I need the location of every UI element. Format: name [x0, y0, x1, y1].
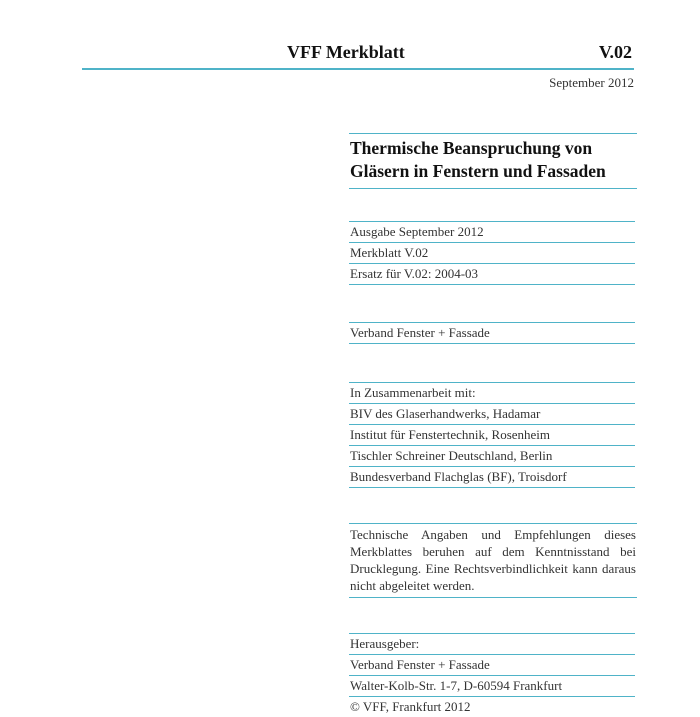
- title-block: [349, 133, 637, 189]
- association-block: [349, 322, 635, 344]
- cooperation-line: BIV des Glaserhandwerks, Hadamar: [349, 403, 635, 424]
- publisher-line: Verband Fenster + Fassade: [349, 654, 635, 675]
- cooperation-line: In Zusammenarbeit mit:: [349, 382, 635, 403]
- cooperation-line: Tischler Schreiner Deutschland, Berlin: [349, 445, 635, 466]
- page-header: [82, 40, 634, 70]
- cooperation-line: Institut für Fenstertechnik, Rosenheim: [349, 424, 635, 445]
- publisher-block: [349, 633, 635, 717]
- disclaimer-block: [349, 523, 637, 598]
- publisher-line: Walter-Kolb-Str. 1-7, D-60594 Frankfurt: [349, 675, 635, 696]
- edition-block: [349, 221, 635, 285]
- edition-line: Ersatz für V.02: 2004-03: [349, 263, 635, 285]
- publisher-line: © VFF, Frankfurt 2012: [349, 696, 635, 717]
- edition-line: Merkblatt V.02: [349, 242, 635, 263]
- disclaimer-text: Technische Angaben und Empfehlungen dieses Merkblattes beruhen auf dem Kenntnisstand bei Drucklegung. Eine Rechtsverbindlichkeit kann daraus nicht abgeleitet werden.: [350, 527, 636, 593]
- edition-line: Ausgabe September 2012: [349, 221, 635, 242]
- main-title: Thermische Beanspruchung von Gläsern in Fenstern und Fassaden: [350, 138, 606, 181]
- cooperation-block: [349, 382, 635, 488]
- document-code: V.02: [598, 42, 632, 62]
- publisher-line: Herausgeber:: [349, 633, 635, 654]
- association-line: Verband Fenster + Fassade: [349, 322, 635, 344]
- header-date: September 2012: [549, 75, 634, 90]
- document-series-title: VFF Merkblatt: [287, 42, 405, 62]
- cooperation-line: Bundesverband Flachglas (BF), Troisdorf: [349, 466, 635, 488]
